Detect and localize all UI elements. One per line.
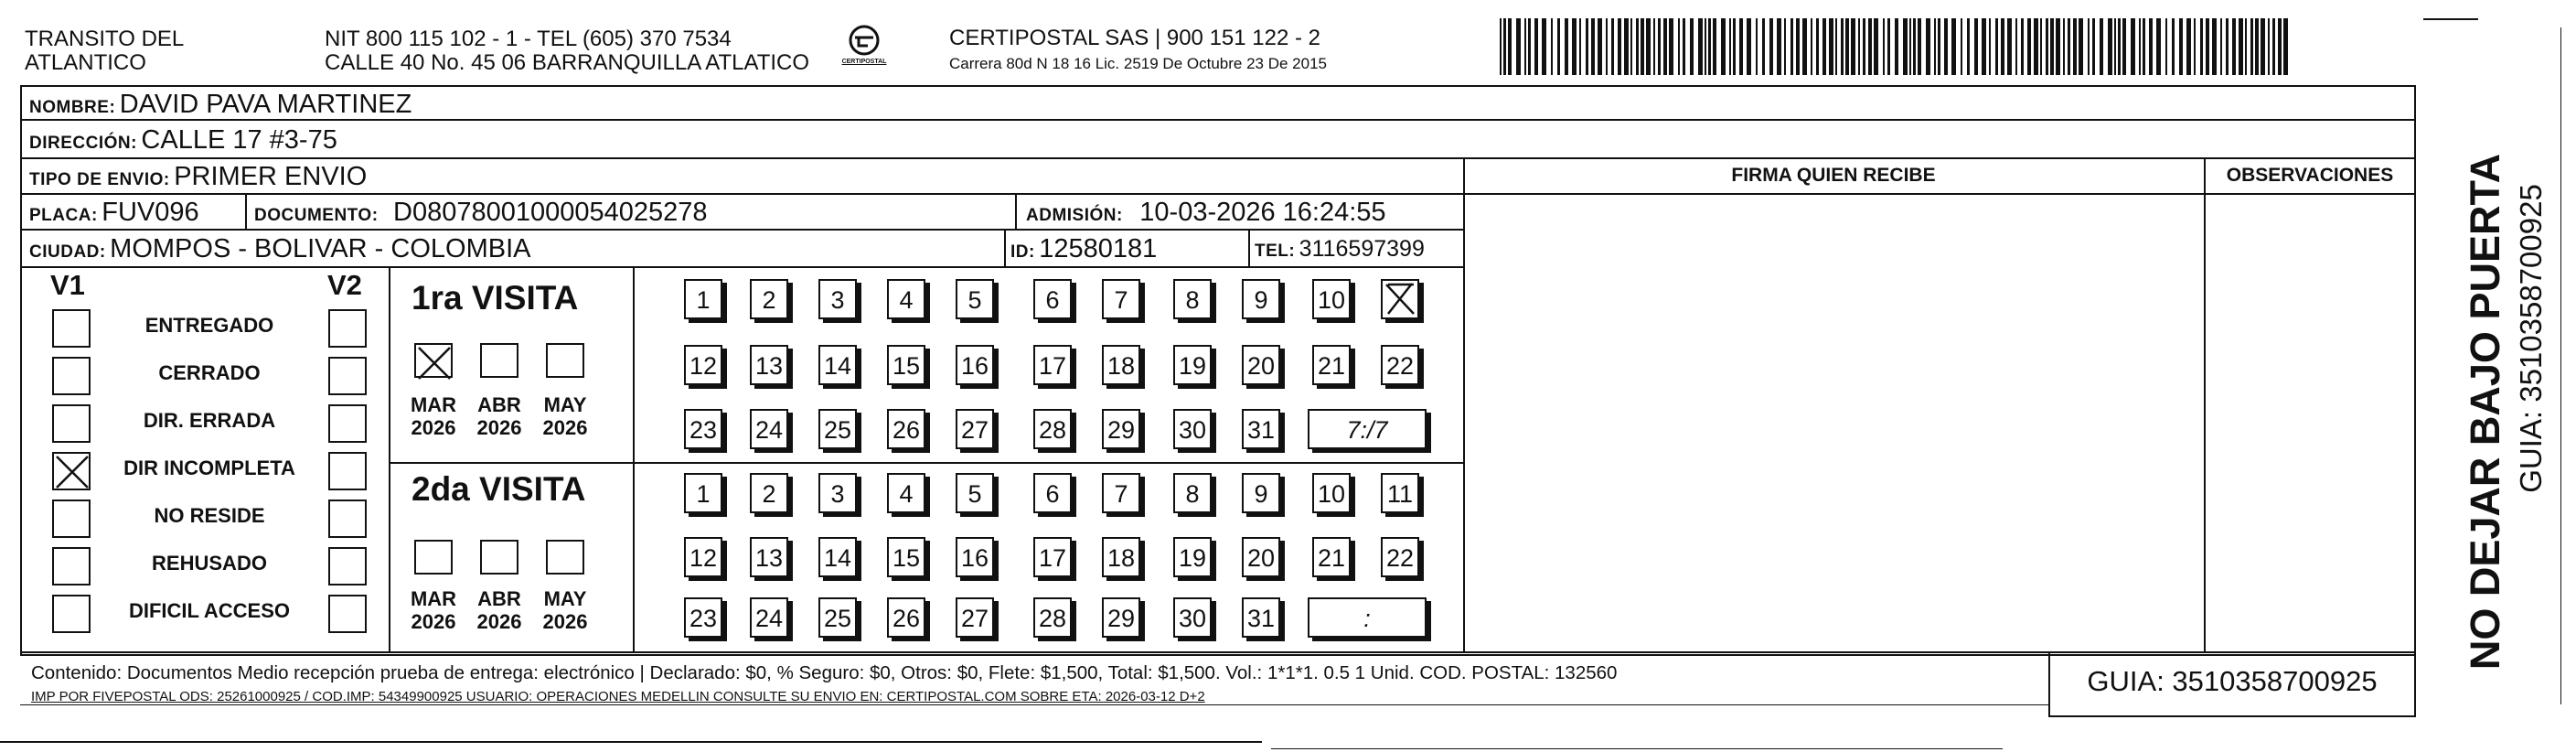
barcode-bar	[1565, 18, 1568, 75]
visit2-day[interactable]: 28	[1033, 597, 1072, 638]
v2-checkbox[interactable]	[328, 547, 367, 585]
barcode-bar	[1756, 18, 1758, 75]
visit2-day[interactable]: 30	[1173, 597, 1212, 638]
id-label: ID:	[1010, 242, 1035, 262]
visit1-day[interactable]: 13	[750, 345, 788, 385]
barcode-bar	[1938, 18, 1940, 75]
barcode-bar	[1918, 18, 1921, 75]
barcode-bar	[1961, 18, 1962, 75]
barcode-bar	[1926, 18, 1930, 75]
barcode-bar	[2186, 18, 2191, 75]
v1-checkbox[interactable]	[52, 547, 91, 585]
visit2-day[interactable]: 15	[887, 537, 925, 577]
barcode-bar	[2143, 18, 2145, 75]
documento-cell	[254, 198, 708, 228]
barcode-bar	[1967, 18, 1970, 75]
barcode-bar	[2194, 18, 2196, 75]
visit2-day[interactable]: 29	[1102, 597, 1140, 638]
barcode-bar	[1524, 18, 1526, 75]
visit1-day[interactable]: 14	[818, 345, 857, 385]
visit1-day[interactable]: 17	[1033, 345, 1072, 385]
ciudad-cell	[29, 234, 530, 264]
col-divider	[1015, 193, 1017, 229]
barcode-bar	[1630, 18, 1632, 75]
barcode-bar	[1624, 18, 1629, 75]
barcode-bar	[2250, 18, 2253, 75]
visit1-month-name: MAR	[410, 393, 457, 416]
direccion-label: DIRECCIÓN:	[29, 134, 137, 153]
barcode-bar	[1542, 18, 1546, 75]
visit1-month-checkbox[interactable]	[480, 343, 518, 378]
barcode-bar	[1516, 18, 1521, 75]
barcode-bar	[2232, 18, 2236, 75]
status-label: ENTREGADO	[144, 314, 274, 337]
v1-checkbox[interactable]	[52, 309, 91, 348]
barcode-bar	[1883, 18, 1885, 75]
visit2-day[interactable]: 20	[1242, 537, 1280, 577]
visit2-month-name: MAR	[410, 587, 457, 610]
documento-value: D08078001000054025278	[393, 198, 708, 227]
issuer-nit: NIT 800 115 102 - 1 - TEL (605) 370 7534	[325, 27, 732, 51]
visit1-day[interactable]: 7	[1102, 279, 1140, 319]
ciudad-label: CIUDAD:	[29, 242, 106, 262]
admision-label: ADMISIÓN:	[1026, 206, 1123, 225]
barcode-bar	[1974, 18, 1978, 75]
v1-checkbox[interactable]	[52, 452, 91, 490]
barcode-bar	[1508, 18, 1512, 75]
barcode-bar	[2040, 18, 2042, 75]
barcode-bar	[1934, 18, 1936, 75]
barcode-bar	[1909, 18, 1911, 75]
barcode-bar	[1887, 18, 1890, 75]
status-label: DIFICIL ACCESO	[128, 599, 290, 622]
visit1-day[interactable]: 31	[1242, 409, 1280, 449]
visit1-day[interactable]: 19	[1173, 345, 1212, 385]
barcode-icon	[1500, 18, 2295, 75]
ciudad-value: MOMPOS - BOLIVAR - COLOMBIA	[110, 234, 531, 263]
issuer-line-1: TRANSITO DEL	[25, 27, 185, 51]
v1-label: V1	[50, 269, 85, 301]
v2-checkbox[interactable]	[328, 595, 367, 633]
barcode-bar	[1802, 18, 1807, 75]
visit2-day[interactable]: 5	[956, 473, 994, 513]
status-label: REHUSADO	[152, 552, 267, 575]
visit2-day[interactable]: 11	[1381, 473, 1419, 513]
visit1-day[interactable]: 5	[956, 279, 994, 319]
visit2-day[interactable]: 2	[750, 473, 788, 513]
barcode-bar	[2200, 18, 2203, 75]
barcode-bar	[1829, 18, 1833, 75]
admision-cell	[1026, 198, 1386, 228]
placa-cell	[29, 198, 199, 228]
visit2-day[interactable]: 26	[887, 597, 925, 638]
barcode-bar	[1747, 18, 1751, 75]
barcode-bar	[1503, 18, 1506, 75]
visit1-day[interactable]: 24	[750, 409, 788, 449]
barcode-bar	[1989, 18, 1991, 75]
barcode-bar	[2034, 18, 2038, 75]
barcode-bar	[2268, 18, 2270, 75]
barcode-bar	[1500, 18, 1502, 75]
barcode-bar	[2118, 18, 2121, 75]
issuer-contact	[325, 27, 809, 75]
firma-area[interactable]	[1465, 194, 2204, 651]
visit2-day[interactable]: 12	[684, 537, 722, 577]
barcode-bar	[1903, 18, 1908, 75]
barcode-bar	[1591, 18, 1595, 75]
visit1-day[interactable]: 3	[818, 279, 857, 319]
visit1-month-year: 2026	[542, 416, 588, 439]
visit2-day[interactable]: 21	[1312, 537, 1351, 577]
visit1-day[interactable]: 23	[684, 409, 722, 449]
barcode-bar	[2122, 18, 2126, 75]
visit1-day[interactable]: 18	[1102, 345, 1140, 385]
visit1-time-box[interactable]: 7:/7	[1308, 409, 1427, 449]
barcode-bar	[1784, 18, 1786, 75]
barcode-bar	[1822, 18, 1826, 75]
barcode-bar	[2108, 18, 2112, 75]
visit2-month-checkbox[interactable]	[546, 540, 584, 575]
visit2-day[interactable]: 23	[684, 597, 722, 638]
tel-value: 3116597399	[1299, 236, 1425, 262]
barcode-bar	[2100, 18, 2103, 75]
visit-row-divider	[389, 462, 1465, 464]
barcode-bar	[2226, 18, 2229, 75]
issuer-line-2: ATLANTICO	[25, 50, 146, 75]
visit1-day[interactable]: 15	[887, 345, 925, 385]
visit1-month-checkbox[interactable]	[414, 343, 453, 378]
barcode-bar	[2079, 18, 2083, 75]
visit2-title: 2da VISITA	[412, 470, 586, 508]
barcode-bar	[1690, 18, 1694, 75]
observaciones-area[interactable]	[2206, 194, 2416, 651]
v2-label: V2	[327, 269, 362, 301]
barcode-bar	[1835, 18, 1837, 75]
barcode-bar	[2149, 18, 2153, 75]
visit2-month-year: 2026	[476, 610, 522, 633]
visit1-day[interactable]: 16	[956, 345, 994, 385]
barcode-bar	[1557, 18, 1560, 75]
direccion-value: CALLE 17 #3-75	[141, 125, 337, 155]
visit1-day[interactable]: 10	[1312, 279, 1351, 319]
cut-line	[0, 741, 1262, 743]
barcode-bar	[1606, 18, 1608, 75]
observaciones-label: OBSERVACIONES	[2226, 165, 2394, 186]
barcode-bar	[2131, 18, 2135, 75]
v2-checkbox[interactable]	[328, 452, 367, 490]
edge-line	[2560, 27, 2561, 704]
visit2-day[interactable]: 6	[1033, 473, 1072, 513]
barcode-bar	[1721, 18, 1726, 75]
v2-checkbox[interactable]	[328, 404, 367, 443]
visit-divider	[633, 266, 635, 651]
tel-label: TEL:	[1255, 242, 1296, 261]
visit2-month-year: 2026	[542, 610, 588, 633]
visit1-day[interactable]: 30	[1173, 409, 1212, 449]
barcode-bar	[1678, 18, 1680, 75]
barcode-bar	[1528, 18, 1531, 75]
barcode-bar	[1705, 18, 1706, 75]
barcode-bar	[1739, 18, 1743, 75]
visit1-day[interactable]: 1	[684, 279, 722, 319]
col-divider	[245, 193, 247, 229]
visit1-day[interactable]: 25	[818, 409, 857, 449]
barcode-bar	[2015, 18, 2017, 75]
barcode-bar	[1641, 18, 1644, 75]
visit2-month-name: MAY	[543, 587, 587, 610]
corner-mark	[2423, 18, 2478, 20]
tipo-envio-row	[29, 162, 367, 192]
barcode-bar	[1845, 18, 1849, 75]
visit2-day[interactable]: 18	[1102, 537, 1140, 577]
barcode-bar	[1769, 18, 1773, 75]
direccion-row	[29, 125, 337, 156]
barcode-bar	[1762, 18, 1765, 75]
tel-cell	[1255, 236, 1425, 263]
nombre-label: NOMBRE:	[29, 98, 116, 117]
certipostal-logo	[837, 22, 892, 71]
barcode-bar	[2021, 18, 2024, 75]
barcode-bar	[1790, 18, 1793, 75]
visit2-day[interactable]: 27	[956, 597, 994, 638]
visit2-day[interactable]: 16	[956, 537, 994, 577]
row-divider	[20, 266, 1465, 268]
barcode-bar	[2088, 18, 2090, 75]
barcode-bar	[1611, 18, 1614, 75]
barcode-bar	[2114, 18, 2116, 75]
visit2-day[interactable]: 9	[1242, 473, 1280, 513]
barcode-bar	[1646, 18, 1651, 75]
barcode-bar	[1653, 18, 1655, 75]
visit2-day[interactable]: 1	[684, 473, 722, 513]
barcode-bar	[2073, 18, 2077, 75]
contenido-text: Contenido: Documentos Medio recepción prueba de entrega: electrónico | Declarado: $0, % Seguro: $0, Otros: $0, Flete: $1,500, Total: $1,500. Vol.: 1*1*1. 0.5 1 Unid. COD. POSTAL: 132560	[31, 662, 1618, 683]
imp-text: IMP POR FIVEPOSTAL ODS: 25261000925 / COD.IMP: 54349900925 USUARIO: OPERACIONES MEDELLIN CONSULTE SU ENVIO EN: CERTIPOSTAL.COM SOBRE ETA: 2026-03-12 D+2	[31, 689, 1205, 704]
visit2-day[interactable]: 13	[750, 537, 788, 577]
barcode-bar	[1551, 18, 1553, 75]
id-value: 12580181	[1039, 234, 1158, 263]
barcode-bar	[1534, 18, 1538, 75]
status-label: DIR. ERRADA	[143, 409, 276, 432]
footer-line	[20, 704, 2048, 705]
status-label: CERRADO	[158, 361, 261, 384]
barcode-bar	[1913, 18, 1916, 75]
row-divider	[20, 157, 2416, 159]
visit1-month-name: ABR	[477, 393, 521, 416]
placa-value: FUV096	[102, 198, 199, 227]
barcode-bar	[2165, 18, 2167, 75]
v2-checkbox[interactable]	[328, 309, 367, 348]
barcode-bar	[1669, 18, 1673, 75]
visit2-day[interactable]: 24	[750, 597, 788, 638]
barcode-bar	[1777, 18, 1781, 75]
barcode-bar	[2272, 18, 2275, 75]
visit1-month-year: 2026	[476, 416, 522, 439]
barcode-bar	[2239, 18, 2243, 75]
barcode-bar	[2056, 18, 2060, 75]
barcode-bar	[1572, 18, 1577, 75]
v1-checkbox[interactable]	[52, 595, 91, 633]
v2-checkbox[interactable]	[328, 500, 367, 538]
company-name: CERTIPOSTAL SAS | 900 151 122 - 2	[949, 26, 1320, 50]
visit2-day[interactable]: 31	[1242, 597, 1280, 638]
visit1-day[interactable]: 6	[1033, 279, 1072, 319]
visit2-day[interactable]: 14	[818, 537, 857, 577]
barcode-bar	[1858, 18, 1860, 75]
visit2-day[interactable]: 19	[1173, 537, 1212, 577]
visit1-title: 1ra VISITA	[412, 279, 579, 317]
visit2-month-year: 2026	[411, 610, 456, 633]
id-cell	[1010, 234, 1157, 264]
visit1-month-name: MAY	[543, 393, 587, 416]
barcode-bar	[2212, 18, 2217, 75]
barcode-bar	[1811, 18, 1812, 75]
barcode-bar	[1863, 18, 1865, 75]
barcode-bar	[2068, 18, 2070, 75]
visit1-month-year: 2026	[411, 416, 456, 439]
barcode-bar	[1982, 18, 1986, 75]
visit1-day[interactable]: 21	[1312, 345, 1351, 385]
visit1-day[interactable]: 26	[887, 409, 925, 449]
barcode-bar	[1708, 18, 1711, 75]
barcode-bar	[1598, 18, 1602, 75]
visit1-day[interactable]: 2	[750, 279, 788, 319]
visit2-day[interactable]: 17	[1033, 537, 1072, 577]
company-address: Carrera 80d N 18 16 Lic. 2519 De Octubre 23 De 2015	[949, 55, 1327, 72]
barcode-bar	[2139, 18, 2141, 75]
visit2-day[interactable]: 10	[1312, 473, 1351, 513]
barcode-bar	[2283, 18, 2288, 75]
barcode-bar	[2001, 18, 2004, 75]
v2-checkbox[interactable]	[328, 357, 367, 395]
v1-checkbox[interactable]	[52, 404, 91, 443]
visit1-day[interactable]: 9	[1242, 279, 1280, 319]
barcode-bar	[2278, 18, 2282, 75]
issuer-address: CALLE 40 No. 45 06 BARRANQUILLA ATLATICO	[325, 50, 810, 75]
visit1-day[interactable]: 12	[684, 345, 722, 385]
visit1-day[interactable]: 29	[1102, 409, 1140, 449]
barcode-bar	[1995, 18, 1998, 75]
barcode-bar	[1733, 18, 1736, 75]
visit2-day[interactable]: 4	[887, 473, 925, 513]
barcode-bar	[1729, 18, 1731, 75]
barcode-bar	[2156, 18, 2161, 75]
tipo-envio-label: TIPO DE ENVIO:	[29, 170, 170, 189]
barcode-bar	[1663, 18, 1667, 75]
visit2-day[interactable]: 22	[1381, 537, 1419, 577]
documento-label: DOCUMENTO:	[254, 206, 379, 225]
visit1-day[interactable]: 28	[1033, 409, 1072, 449]
visit1-day[interactable]	[1381, 279, 1419, 319]
visit2-month-checkbox[interactable]	[414, 540, 453, 575]
issuer-name	[25, 27, 184, 75]
barcode-bar	[1698, 18, 1703, 75]
barcode-bar	[1841, 18, 1844, 75]
barcode-bar	[1868, 18, 1872, 75]
barcode-bar	[2063, 18, 2065, 75]
barcode-bar	[2206, 18, 2209, 75]
barcode-bar	[1586, 18, 1588, 75]
barcode-bar	[1796, 18, 1800, 75]
visit2-day[interactable]: 3	[818, 473, 857, 513]
v1-checkbox[interactable]	[52, 500, 91, 538]
barcode-bar	[2092, 18, 2095, 75]
barcode-bar	[2179, 18, 2183, 75]
status-label: DIR INCOMPLETA	[123, 457, 295, 479]
logo-text: CERTIPOSTAL	[841, 59, 887, 65]
barcode-bar	[1713, 18, 1716, 75]
admision-value: 10-03-2026 16:24:55	[1139, 198, 1386, 227]
visit2-month-checkbox[interactable]	[480, 540, 518, 575]
side-warning: NO DEJAR BAJO PUERTA	[2462, 153, 2508, 671]
barcode-bar	[2046, 18, 2048, 75]
status-divider	[389, 266, 390, 651]
nombre-row	[29, 90, 412, 120]
cut-line	[1271, 748, 2003, 749]
barcode-bar	[2261, 18, 2265, 75]
barcode-bar	[1874, 18, 1878, 75]
footer-guia: GUIA: 3510358700925	[2087, 665, 2378, 697]
barcode-bar	[1944, 18, 1948, 75]
nombre-value: DAVID PAVA MARTINEZ	[119, 90, 412, 119]
barcode-bar	[1618, 18, 1621, 75]
visit1-day[interactable]: 22	[1381, 345, 1419, 385]
barcode-bar	[2172, 18, 2175, 75]
col-divider	[1248, 229, 1250, 266]
barcode-bar	[2220, 18, 2222, 75]
barcode-bar	[1851, 18, 1855, 75]
barcode-bar	[2027, 18, 2031, 75]
tipo-envio-value: PRIMER ENVIO	[174, 162, 368, 191]
visit1-month-checkbox[interactable]	[546, 343, 584, 378]
barcode-bar	[2245, 18, 2247, 75]
barcode-bar	[1895, 18, 1898, 75]
visit1-day[interactable]: 20	[1242, 345, 1280, 385]
visit1-day[interactable]: 8	[1173, 279, 1212, 319]
col-divider	[1004, 229, 1006, 266]
visit1-day[interactable]: 27	[956, 409, 994, 449]
visit2-day[interactable]: 7	[1102, 473, 1140, 513]
placa-label: PLACA:	[29, 206, 98, 225]
barcode-bar	[1579, 18, 1581, 75]
side-guia: GUIA: 3510358700925	[2514, 184, 2548, 493]
barcode-bar	[1683, 18, 1685, 75]
barcode-bar	[2050, 18, 2054, 75]
visit1-day[interactable]: 4	[887, 279, 925, 319]
status-label: NO RESIDE	[154, 504, 265, 527]
visit2-day[interactable]: 8	[1173, 473, 1212, 513]
barcode-bar	[1816, 18, 1819, 75]
firma-label: FIRMA QUIEN RECIBE	[1731, 165, 1936, 186]
barcode-bar	[1636, 18, 1639, 75]
visit2-month-name: ABR	[477, 587, 521, 610]
visit2-day[interactable]: 25	[818, 597, 857, 638]
barcode-bar	[2007, 18, 2012, 75]
barcode-bar	[1658, 18, 1661, 75]
barcode-bar	[2255, 18, 2259, 75]
v1-checkbox[interactable]	[52, 357, 91, 395]
barcode-bar	[1951, 18, 1956, 75]
visit2-time-box[interactable]: :	[1308, 597, 1427, 638]
